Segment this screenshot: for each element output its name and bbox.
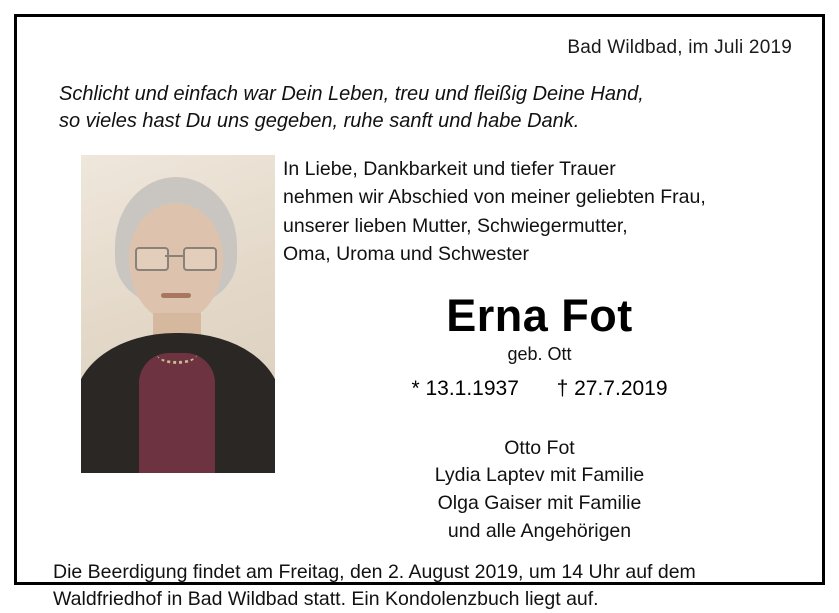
funeral-line-2: Waldfriedhof in Bad Wildbad statt. Ein Kondolenzbuch liegt auf. [53,588,599,611]
portrait-glasses-right [183,247,217,271]
birth-date: * 13.1.1937 [411,376,519,400]
place-and-date: Bad Wildbad, im Juli 2019 [567,37,792,58]
life-dates [283,377,796,401]
text-column [275,155,796,545]
list-item: und alle Angehörigen [447,519,632,542]
portrait-mouth [161,293,191,298]
intro-line-2: nehmen wir Abschied von meiner geliebten Frau, [283,186,706,209]
list-item: Lydia Laptev mit Familie [434,464,645,487]
portrait-glasses-left [135,247,169,271]
portrait-column [43,155,275,545]
funeral-details [53,559,796,613]
portrait-blouse [139,353,215,473]
mourners-list [283,435,796,546]
death-date: † 27.7.2019 [556,376,668,400]
intro-text [283,155,796,267]
portrait-glasses-bridge [165,255,183,257]
notice-frame [14,14,825,611]
list-item: Olga Gaiser mit Familie [437,492,642,515]
verse-line-2: so vieles hast Du uns gegeben, ruhe sanft und habe Dank. [59,110,580,133]
intro-line-1: In Liebe, Dankbarkeit und tiefer Trauer [283,158,616,181]
memorial-verse [59,81,796,135]
funeral-line-1: Die Beerdigung findet am Freitag, den 2. August 2019, um 14 Uhr auf dem [53,561,696,584]
deceased-maiden-name: geb. Ott [507,343,572,364]
intro-line-4: Oma, Uroma und Schwester [283,242,530,265]
portrait-photo [81,155,275,473]
verse-line-1: Schlicht und einfach war Dein Leben, treu und fleißig Deine Hand, [59,83,644,105]
deceased-name: Erna Fot [446,289,633,341]
notice-body [43,155,796,545]
list-item: Otto Fot [504,436,575,459]
intro-line-3: unserer lieben Mutter, Schwiegermutter, [283,214,628,237]
